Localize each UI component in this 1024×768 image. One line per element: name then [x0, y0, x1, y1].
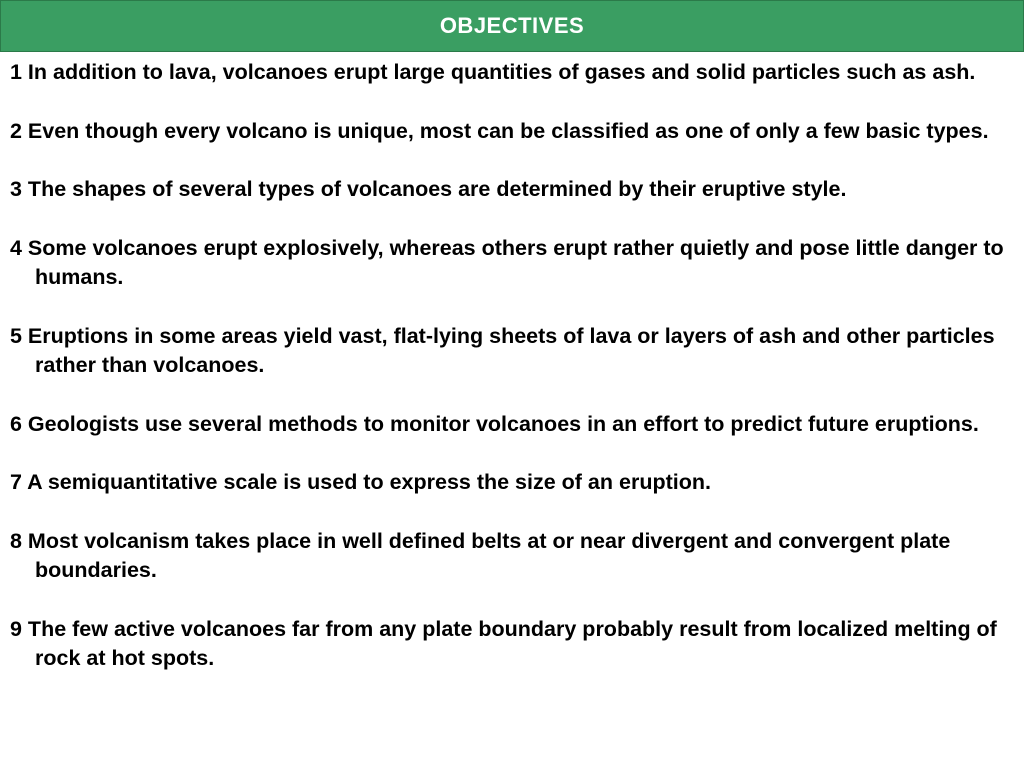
objective-item: 3 The shapes of several types of volcanoes are determined by their eruptive style.: [10, 177, 847, 202]
objective-item: 9 The few active volcanoes far from any plate boundary probably result from localized melting of rock at hot spots.: [10, 616, 997, 670]
objective-item: 6 Geologists use several methods to monitor volcanoes in an effort to predict future eruptions.: [10, 411, 979, 436]
objective-item: 1 In addition to lava, volcanoes erupt large quantities of gases and solid particles such as ash.: [10, 60, 976, 84]
title-bar: [0, 0, 1024, 52]
objective-item: 4 Some volcanoes erupt explosively, whereas others erupt rather quietly and pose little danger to humans.: [10, 235, 1004, 290]
slide-title: OBJECTIVES: [439, 13, 585, 38]
objective-item: 8 Most volcanism takes place in well defined belts at or near divergent and convergent plate boundaries.: [10, 528, 951, 583]
objectives-list: [10, 58, 1018, 673]
objective-item: 2 Even though every volcano is unique, most can be classified as one of only a few basic types.: [10, 118, 989, 143]
objective-item: 7 A semiquantitative scale is used to express the size of an eruption.: [10, 470, 711, 495]
objective-item: 5 Eruptions in some areas yield vast, flat-lying sheets of lava or layers of ash and other particles rather than volcanoes.: [10, 323, 995, 377]
